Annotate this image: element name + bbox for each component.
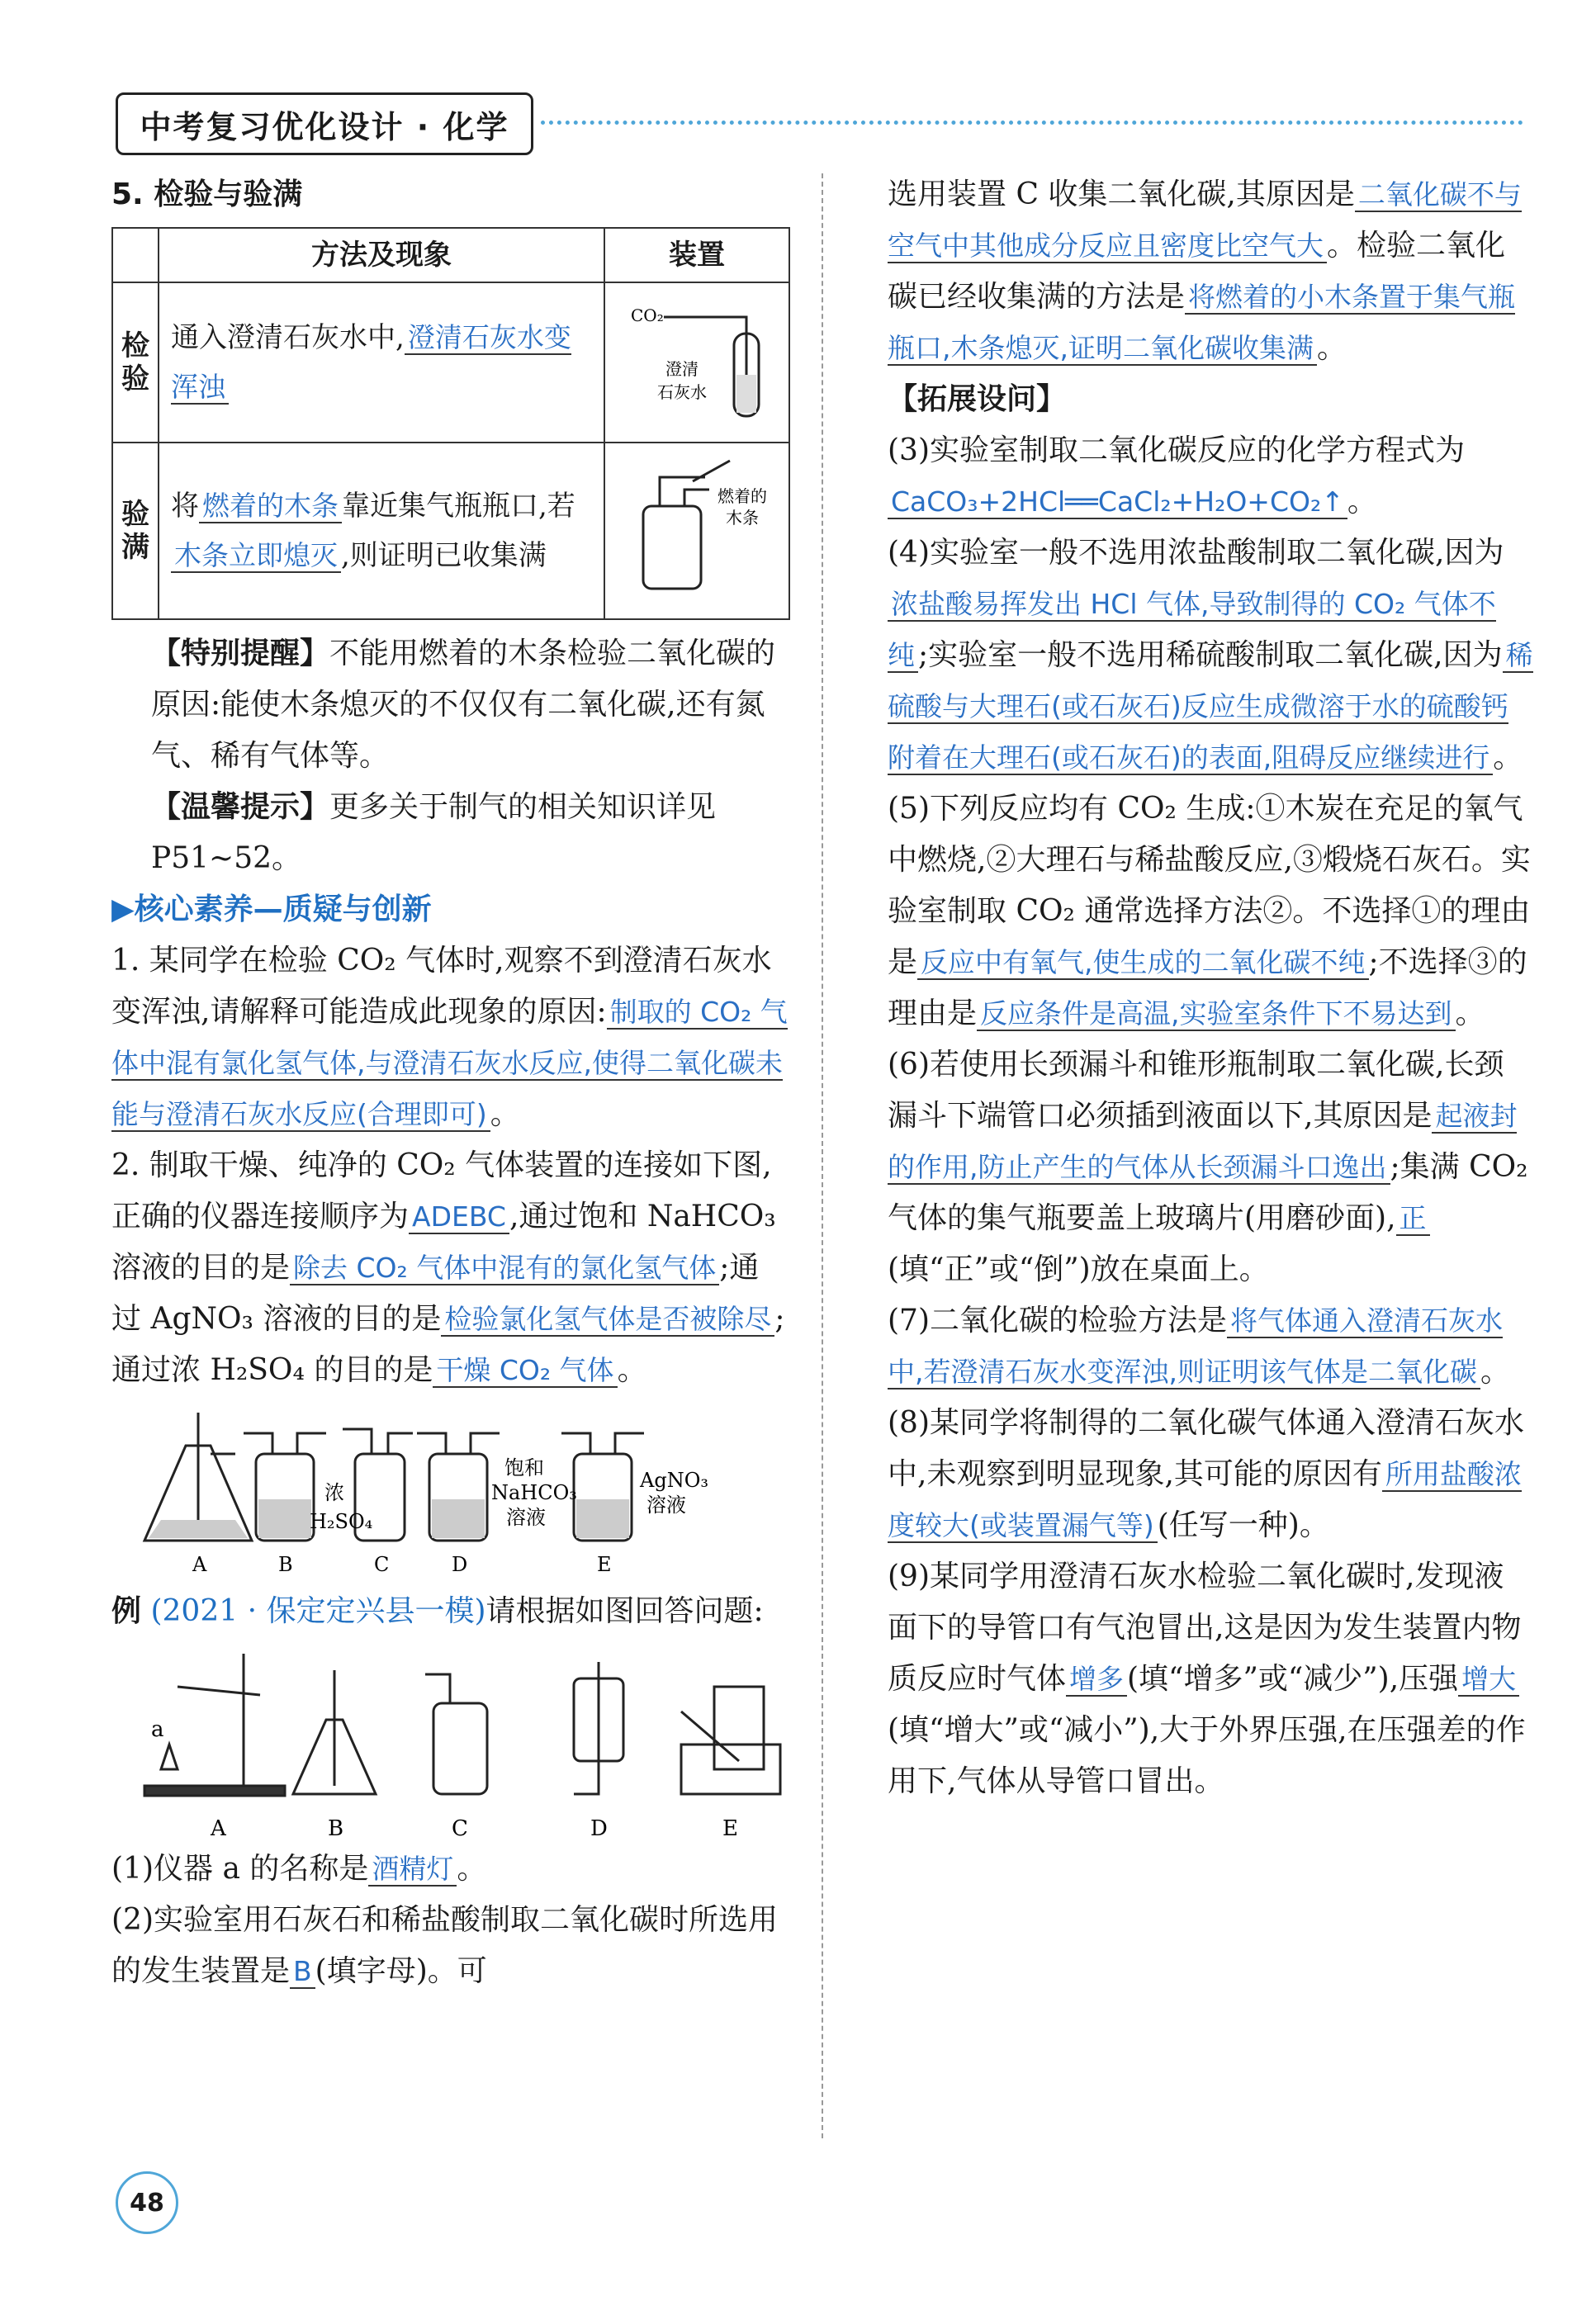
row-test-text: 通入澄清石灰水中, (171, 321, 405, 354)
example-text: 请根据如图回答问题: (485, 1594, 764, 1628)
fig1-nahco3-label: NaHCO₃ (491, 1481, 577, 1504)
special-tip-text: 不能用燃着的木条检验二氧化碳的原因:能使木条熄灭的不仅仅有二氧化碳,还有氮气、稀有气体等。 (151, 637, 776, 773)
fig1-saturated-label: 饱和 (504, 1456, 544, 1479)
part-5-text-a: (5)下列反应均有 CO₂ 生成:①木炭在充足的氧气中燃烧,②大理石与稀盐酸反应,③煅烧石灰石。实验室制取 CO₂ 通常选择方法②。不选择①的理由是 (888, 792, 1531, 979)
warm-tip-text: 更多关于制气的相关知识详见P51~52。 (151, 790, 717, 875)
burning-stick (693, 461, 730, 481)
part-6-text-a: (6)若使用长颈漏斗和锥形瓶制取二氧化碳,长颈漏斗下端管口必须插到液面以下,其原因是 (888, 1048, 1504, 1133)
q2-answer-1: ADEBC (409, 1200, 509, 1234)
apparatus-figure-1 (111, 1396, 789, 1586)
fig2-label-e: E (722, 1816, 738, 1841)
row-full-figure (604, 443, 789, 619)
fig2-label-d: D (590, 1816, 608, 1841)
tube-1 (660, 477, 705, 506)
q2-text-d: ;通过浓 H₂SO₄ 的目的是 (111, 1302, 785, 1387)
warm-tip (111, 782, 789, 884)
part-9-answer-1: 增多 (1066, 1663, 1127, 1697)
q2-text-b: ,通过饱和 NaHCO₃ 溶液的目的是 (111, 1200, 776, 1285)
part-6-answer-1: 起液封的作用,防止产生的气体从长颈漏斗口逸出 (888, 1100, 1518, 1183)
part-3-answer: CaCO₃+2HCl══CaCl₂+H₂O+CO₂↑ (888, 485, 1347, 519)
fig1-liquid-a (149, 1520, 248, 1538)
row-test-method (159, 282, 604, 443)
left-column (111, 169, 789, 1997)
row-label-test: 检验 (112, 282, 159, 443)
r1-text-b: 。检验二氧化碳已经收集满的方法是 (888, 229, 1506, 314)
row-label-full: 验满 (112, 443, 159, 619)
part-8-answer: 所用盐酸浓度较大(或装置漏气等) (888, 1458, 1522, 1541)
part-6 (888, 1039, 1533, 1295)
special-tip-label: 【特别提醒】 (151, 637, 330, 670)
part-1-end: 。 (457, 1852, 487, 1886)
example (111, 1586, 789, 1637)
part-2-continued (888, 169, 1533, 374)
header-dotted-rule (541, 121, 1523, 125)
question-1-answer: 制取的 CO₂ 气体中混有氯化氢气体,与澄清石灰水反应,使得二氧化碳未能与澄清石灰水反应(合理即可) (111, 996, 788, 1130)
part-5-end: 。 (1455, 997, 1485, 1030)
part-3 (888, 425, 1533, 528)
r1-text-c: 。 (1316, 331, 1347, 365)
part-8-end: (任写一种)。 (1157, 1508, 1329, 1542)
warm-tip-label: 【温馨提示】 (151, 790, 330, 824)
fig1-liquid-e (576, 1499, 629, 1538)
fig2-tube-c (425, 1674, 450, 1703)
q2-text-c: ;通过 AgNO₃ 溶液的目的是 (111, 1251, 760, 1336)
part-3-end: 。 (1347, 485, 1377, 518)
part-1-text: (1)仪器 a 的名称是 (111, 1852, 369, 1886)
apparatus-figure-2 (111, 1637, 789, 1844)
part-8-text: (8)某同学将制得的二氧化碳气体通入澄清石灰水中,未观察到明显现象,其可能的原因有 (888, 1406, 1524, 1491)
fig2-tube-d (574, 1662, 599, 1794)
part-1-answer: 酒精灯 (368, 1853, 457, 1887)
right-column (888, 169, 1533, 1807)
tube-2 (684, 490, 709, 506)
fig1-label-c: C (374, 1553, 390, 1576)
fig2-base (144, 1786, 285, 1796)
part-5-text-b: ;不选择③的理由是 (888, 945, 1527, 1030)
row-full-method (159, 443, 604, 619)
table-header-method: 方法及现象 (159, 228, 604, 282)
part-4-end: 。 (1493, 741, 1523, 774)
part-7-answer: 将气体通入澄清石灰水中,若澄清石灰水变浑浊,则证明该气体是二氧化碳 (888, 1304, 1503, 1388)
fig1-tubes-c (343, 1429, 413, 1454)
test-tube-figure (606, 284, 788, 424)
part-9 (888, 1551, 1533, 1807)
part-5-answer-1: 反应中有氧气,使生成的二氧化碳不纯 (917, 946, 1369, 980)
answer-test: 澄清石灰水变浑浊 (171, 321, 571, 403)
fig2-label-a-lamp: a (151, 1717, 164, 1742)
q2-answer-2: 除去 CO₂ 气体中混有的氯化氢气体 (290, 1252, 719, 1285)
part-4-answer-1: 浓盐酸易挥发出 HCl 气体,导致制得的 CO₂ 气体不纯 (888, 588, 1496, 671)
fig2-lamp (161, 1745, 178, 1769)
part-6-text-c: (填“正”或“倒”)放在桌面上。 (888, 1252, 1269, 1286)
fig1-liquid-b (258, 1499, 311, 1538)
part-5-answer-2: 反应条件是高温,实验室条件下不易达到 (977, 997, 1456, 1031)
header-box (116, 92, 533, 155)
part-9-answer-2: 增大 (1458, 1663, 1519, 1697)
part-8 (888, 1398, 1533, 1551)
fig1-label-a: A (192, 1553, 207, 1576)
part-4-answer-2: 稀硫酸与大理石(或石灰石)反应生成微溶于水的硫酸钙附着在大理石(或石灰石)的表面,阻碍反应继续进行 (888, 639, 1533, 774)
part-4-text-b: ;实验室一般不选用稀硫酸制取二氧化碳,因为 (918, 638, 1503, 672)
row-test-figure (604, 282, 789, 443)
question-2 (111, 1140, 789, 1396)
part-7-end: 。 (1480, 1355, 1510, 1389)
fig2-bottle-e (714, 1687, 764, 1769)
fig1-conc-label: 浓 (324, 1481, 344, 1504)
fig1-agno3-label: AgNO₃ (640, 1469, 708, 1492)
answer-full-2: 木条立即熄灭 (171, 539, 341, 573)
part-9-text-a: (9)某同学用澄清石灰水检验二氧化碳时,发现液面下的导管口有气泡冒出,这是因为发生装置内物质反应时气体 (888, 1560, 1522, 1696)
part-7 (888, 1295, 1533, 1398)
part-7-text: (7)二氧化碳的检验方法是 (888, 1304, 1227, 1337)
r1-answer-1: 二氧化碳不与空气中其他成分反应且密度比空气大 (888, 178, 1522, 262)
r1-text-a: 选用装置 C 收集二氧化碳,其原因是 (888, 178, 1355, 211)
fig1-solution-label-2: 溶液 (646, 1494, 686, 1517)
example-label: 例 (111, 1594, 142, 1628)
part-5 (888, 784, 1533, 1039)
part-4-text-a: (4)实验室一般不选用浓盐酸制取二氧化碳,因为 (888, 536, 1504, 570)
fig-stick-label-1: 燃着的 (717, 486, 767, 506)
core-literacy-heading: ▶核心素养—质疑与创新 (111, 892, 432, 926)
fig1-label-e: E (597, 1553, 612, 1576)
row-full-text-c: ,则证明已收集满 (341, 539, 547, 572)
fig1-label-d: D (452, 1553, 468, 1576)
fig-lime-label-1: 澄清 (665, 359, 699, 379)
header-title: 中考复习优化设计 · 化学 (140, 108, 509, 145)
fig2-tube (178, 1687, 260, 1695)
fig2-label-a: A (211, 1816, 226, 1841)
example-source: (2021 · 保定定兴县一模) (150, 1594, 486, 1628)
part-2-text: (2)实验室用石灰石和稀盐酸制取二氧化碳时所选用的发生装置是 (111, 1903, 778, 1988)
q2-answer-4: 干燥 CO₂ 气体 (433, 1354, 617, 1388)
fig-lime-label-2: 石灰水 (657, 382, 707, 402)
fig2-tube-e (681, 1711, 739, 1761)
part-6-text-b: ;集满 CO₂ 气体的集气瓶要盖上玻璃片(用磨砂面), (888, 1150, 1528, 1235)
q2-text-e: 。 (617, 1353, 647, 1387)
special-tip (111, 628, 789, 782)
limewater (736, 375, 756, 413)
column-divider (822, 173, 823, 2138)
part-4 (888, 528, 1533, 784)
row-full-text-b: 靠近集气瓶瓶口,若 (342, 490, 575, 523)
question-1-text: 1. 某同学在检验 CO₂ 气体时,观察不到澄清石灰水变浑浊,请解释可能造成此现象的原因: (111, 944, 772, 1029)
fig1-solution-label: 溶液 (506, 1506, 546, 1529)
fig1-label-b: B (278, 1553, 293, 1576)
fig2-label-b: B (328, 1816, 344, 1841)
answer-full-1: 燃着的木条 (199, 490, 342, 523)
table-header-device: 装置 (604, 228, 789, 282)
fig2-bottle-c (433, 1703, 487, 1794)
part-6-answer-2: 正 (1396, 1202, 1430, 1236)
question-1: 1. 某同学在检验 CO₂ 气体时,观察不到澄清石灰水变浑浊,请解释可能造成此现象的原因: 制取的 CO₂ 气体中混有氯化氢气体,与澄清石灰水反应,使得二氧化碳未能与澄清石灰水反应(合理即可) 。 (111, 944, 788, 1131)
part-2 (111, 1895, 789, 1997)
fig2-label-c: C (452, 1816, 468, 1841)
table-corner (112, 228, 159, 282)
fig1-liquid-d (432, 1499, 485, 1538)
part-3-text: (3)实验室制取二氧化碳反应的化学方程式为 (888, 433, 1465, 467)
r1-answer-2: 将燃着的小木条置于集气瓶瓶口,木条熄灭,证明二氧化碳收集满 (888, 281, 1516, 364)
row-full-text-a: 将 (171, 490, 199, 523)
extension-heading: 【拓展设问】 (888, 382, 1067, 416)
fig1-tubes-e (561, 1433, 644, 1454)
fig-co2-label: CO₂ (631, 305, 664, 325)
q2-answer-3: 检验氯化氢气体是否被除尽 (441, 1303, 774, 1337)
gas-bottle (643, 506, 701, 589)
gas-bottle-figure (606, 444, 788, 601)
test-table (111, 227, 790, 620)
fig1-tubes-b (244, 1433, 326, 1454)
section-5-title: 5. 检验与验满 (111, 178, 303, 211)
part-2-answer: B (290, 1955, 315, 1989)
part-2-end: (填字母)。可 (315, 1954, 487, 1988)
fig-stick-label-2: 木条 (726, 508, 759, 528)
fig1-h2so4-label: H₂SO₄ (310, 1510, 373, 1533)
part-1 (111, 1844, 789, 1895)
fig1-tubes-d (417, 1433, 500, 1454)
page-number: 48 (116, 2171, 178, 2234)
part-9-text-c: (填“增大”或“减小”),大于外界压强,在压强差的作用下,气体从导管口冒出。 (888, 1713, 1526, 1798)
q2-text-a: 2. 制取干燥、纯净的 CO₂ 气体装置的连接如下图,正确的仪器连接顺序为 (111, 1148, 772, 1233)
part-9-text-b: (填“增多”或“减少”),压强 (1127, 1662, 1459, 1696)
